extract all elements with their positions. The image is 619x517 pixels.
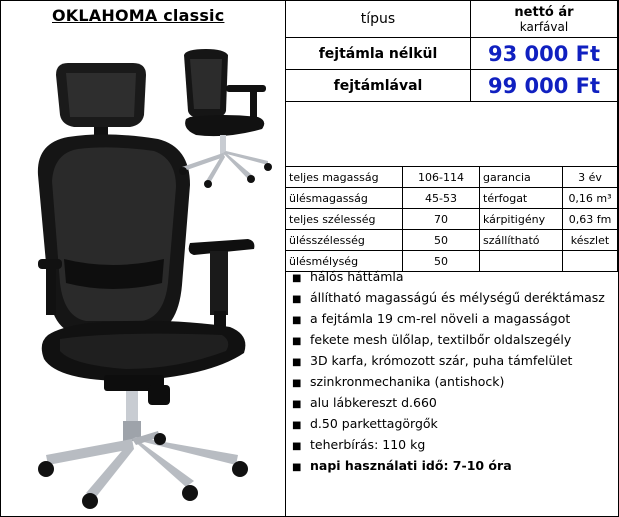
feature-item	[292, 455, 605, 476]
feature-text: d.50 parkettagörgők	[310, 416, 438, 431]
spec-value: 70	[403, 209, 480, 230]
spec-label: ülésmagasság	[286, 188, 403, 209]
spec-label: térfogat	[480, 188, 563, 209]
feature-text: szinkronmechanika (antishock)	[310, 374, 505, 389]
feature-item	[292, 308, 605, 329]
spec-row	[286, 230, 618, 251]
spec-label: ülésmélység	[286, 251, 403, 272]
price-table-empty-row	[286, 102, 618, 167]
bullet-icon: ■	[292, 315, 302, 326]
spec-label: ülésszélesség	[286, 230, 403, 251]
feature-text: állítható magasságú és mélységű deréktámasz	[310, 290, 605, 305]
bullet-icon: ■	[292, 357, 302, 368]
product-title: OKLAHOMA classic	[52, 6, 225, 25]
feature-item	[292, 413, 605, 434]
price-table	[285, 0, 618, 167]
price-row-label: fejtámla nélkül	[286, 38, 471, 70]
spec-value: 106-114	[403, 167, 480, 188]
feature-text: alu lábkereszt d.660	[310, 395, 437, 410]
specs-table	[285, 166, 618, 272]
price-row-value: 99 000 Ft	[471, 70, 618, 102]
bullet-icon: ■	[292, 273, 302, 284]
bullet-icon: ■	[292, 378, 302, 389]
feature-item	[292, 287, 605, 308]
feature-text: a fejtámla 19 cm-rel növeli a magasságot	[310, 311, 571, 326]
feature-item	[292, 266, 605, 287]
price-row	[286, 38, 618, 70]
with-armrest-subheader-label: karfával	[519, 19, 569, 34]
bullet-icon: ■	[292, 462, 302, 473]
office-chair-without-headrest-image	[176, 45, 276, 190]
feature-item	[292, 371, 605, 392]
spec-value: 45-53	[403, 188, 480, 209]
bullet-icon: ■	[292, 399, 302, 410]
bullet-icon: ■	[292, 441, 302, 452]
price-table-header-type	[286, 1, 471, 38]
feature-text: 3D karfa, krómozott szár, puha támfelület	[310, 353, 573, 368]
feature-item	[292, 329, 605, 350]
price-row-label: fejtámlával	[286, 70, 471, 102]
price-row	[286, 70, 618, 102]
spec-label: garancia	[480, 167, 563, 188]
spec-label: kárpitigény	[480, 209, 563, 230]
price-table-header-price	[471, 1, 618, 38]
spec-value: 50	[403, 230, 480, 251]
bullet-icon: ■	[292, 336, 302, 347]
spec-value: 50	[403, 251, 480, 272]
price-row-value: 93 000 Ft	[471, 38, 618, 70]
spec-value: készlet	[563, 230, 618, 251]
feature-item	[292, 434, 605, 455]
feature-text: napi használati idő: 7-10 óra	[310, 458, 512, 473]
spec-row	[286, 209, 618, 230]
bullet-icon: ■	[292, 294, 302, 305]
features-list	[292, 266, 605, 476]
spec-label: szállítható	[480, 230, 563, 251]
spec-row	[286, 188, 618, 209]
type-header-label: típus	[360, 11, 396, 27]
bullet-icon: ■	[292, 420, 302, 431]
spec-label: teljes szélesség	[286, 209, 403, 230]
feature-item	[292, 392, 605, 413]
feature-text: fekete mesh ülőlap, textilbőr oldalszegély	[310, 332, 572, 347]
spec-row	[286, 167, 618, 188]
spec-value: 0,63 fm	[563, 209, 618, 230]
feature-item	[292, 350, 605, 371]
feature-text: teherbírás: 110 kg	[310, 437, 426, 452]
feature-text: hálós háttámla	[310, 269, 404, 284]
spec-value: 0,16 m³	[563, 188, 618, 209]
spec-value: 3 év	[563, 167, 618, 188]
empty-cell	[286, 102, 618, 167]
net-price-header-label: nettó ár	[514, 4, 574, 20]
spec-label: teljes magasság	[286, 167, 403, 188]
